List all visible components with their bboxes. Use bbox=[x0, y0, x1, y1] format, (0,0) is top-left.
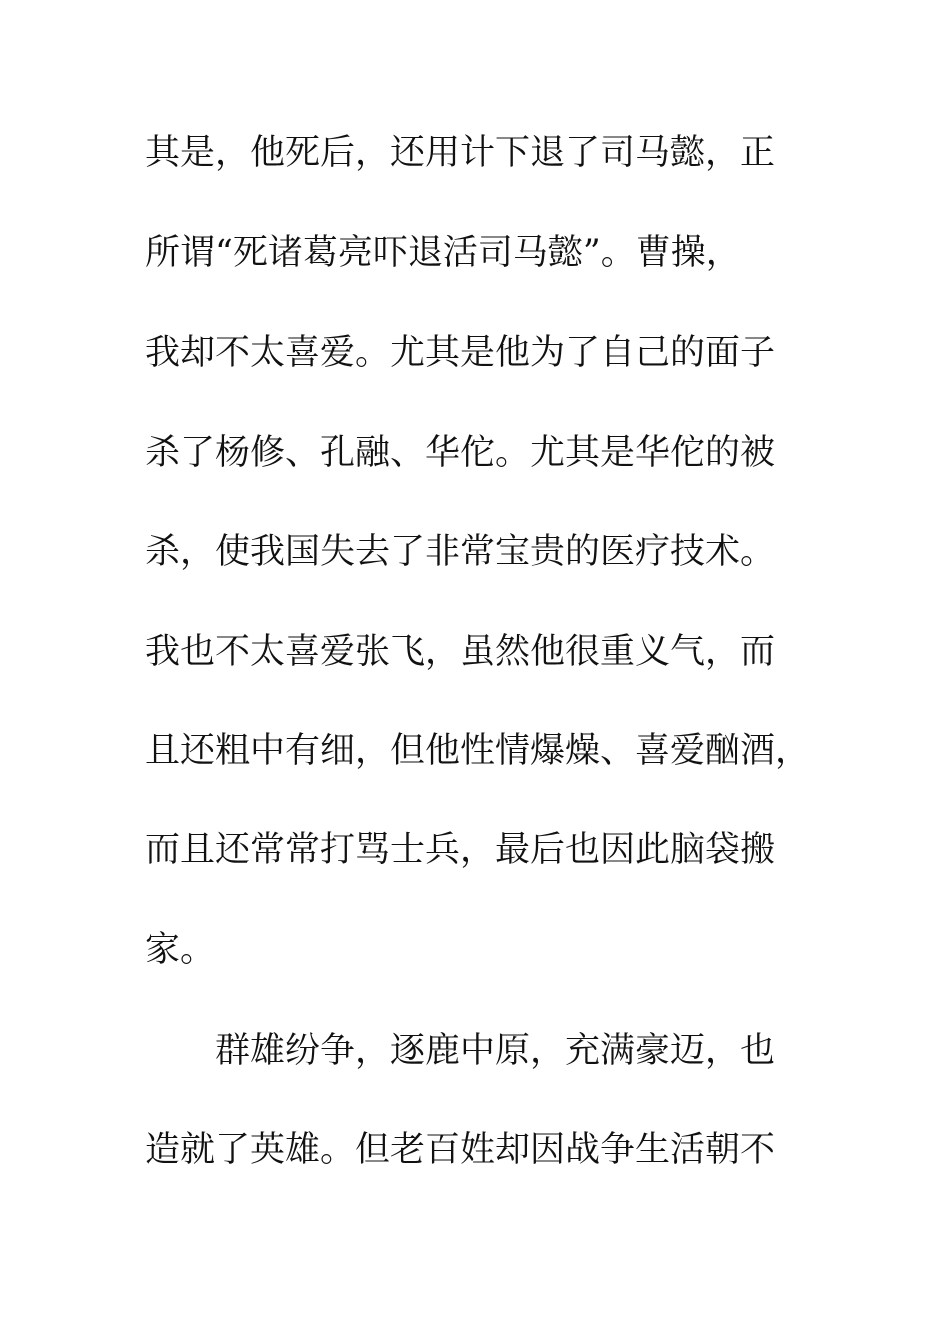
text-line: 我却不太喜爱。尤其是他为了自己的面子 bbox=[145, 333, 776, 373]
text-line: 其是，他死后，还用计下退了司马懿，正 bbox=[145, 133, 776, 173]
text-line: 杀了杨修、孔融、华佗。尤其是华佗的被 bbox=[145, 433, 776, 473]
text-line: 而且还常常打骂士兵，最后也因此脑袋搬 bbox=[145, 830, 776, 870]
text-line: 且还粗中有细，但他性情爆燥、喜爱酗酒， bbox=[145, 731, 811, 771]
text-line: 所谓“死诸葛亮吓退活司马懿”。曹操， bbox=[145, 233, 741, 273]
paragraph-first-line: 群雄纷争，逐鹿中原，充满豪迈，也 bbox=[215, 1031, 776, 1071]
text-line: 家。 bbox=[145, 930, 216, 970]
text-line: 造就了英雄。但老百姓却因战争生活朝不 bbox=[145, 1130, 776, 1170]
text-line: 杀，使我国失去了非常宝贵的医疗技术。 bbox=[145, 532, 776, 572]
text-line: 我也不太喜爱张飞，虽然他很重义气，而 bbox=[145, 632, 776, 672]
